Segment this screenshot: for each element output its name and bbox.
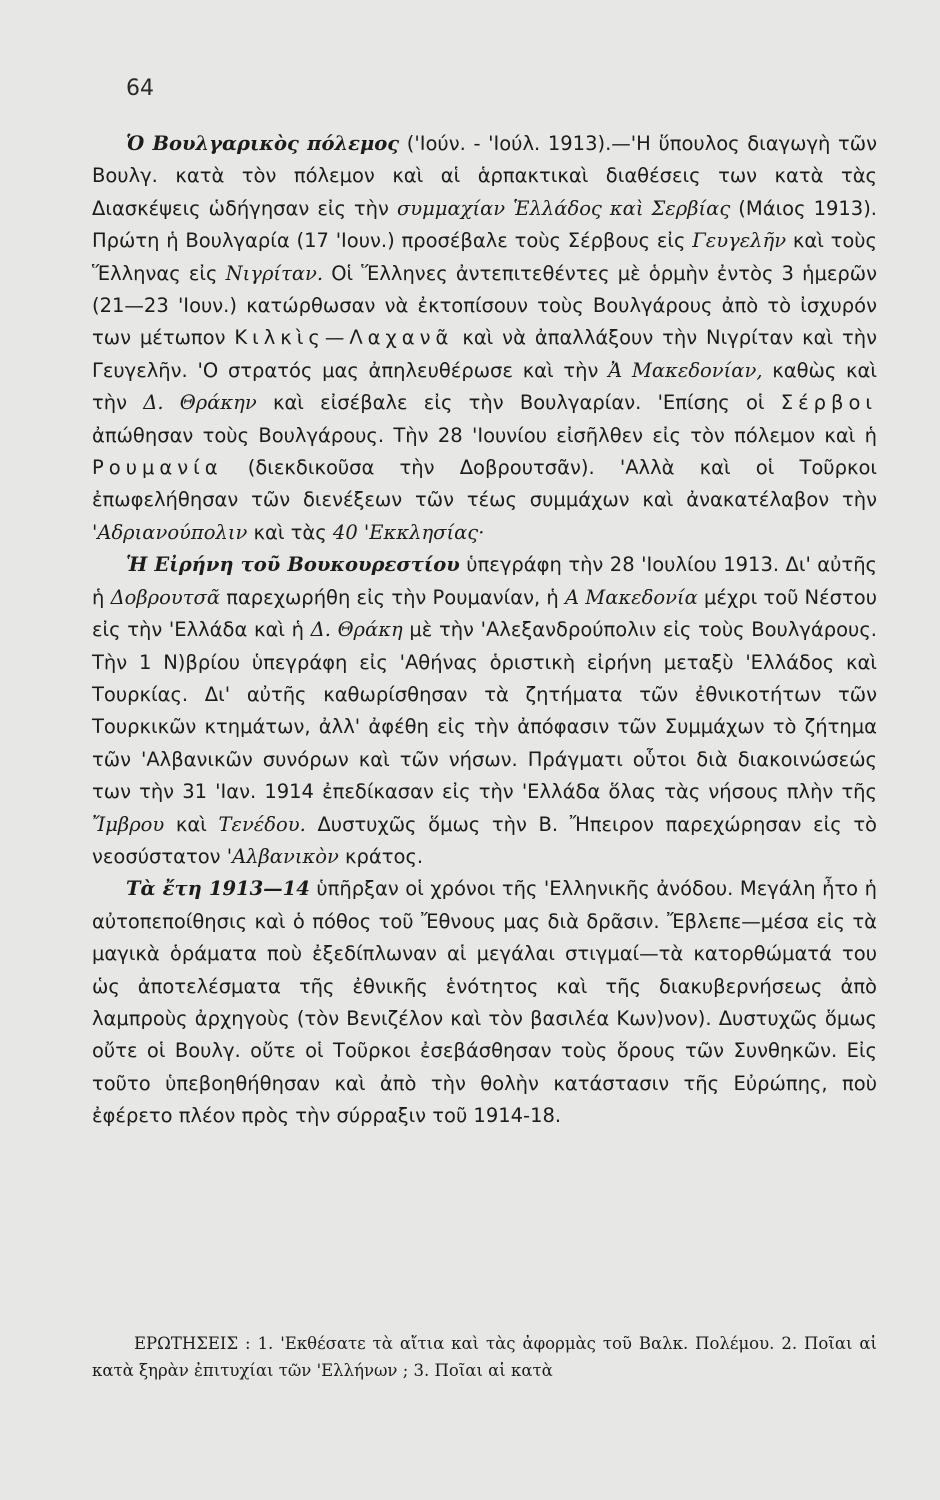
section-heading: Ὁ Βουλγαρικὸς πόλεμος [126,132,400,155]
paragraph-bucharest-peace: Ἡ Εἰρήνη τοῦ Βουκουρεστίου ὑπεγράφη τὴν 28 'Ιουλίου 1913. Δι' αὐτῆς ἡ Δοβρουτσᾶ παρεχωρήθη εἰς τὴν Ρουμανίαν, ἡ Α Μακεδονία μέχρι τοῦ Νέστου εἰς τὴν 'Ελλάδα καὶ ἡ Δ. Θράκη μὲ τὴν 'Αλεξανδρούπολιν εἰς τοὺς Βουλγάρους. Τὴν 1 Ν)βρίου ὑπεγράφη εἰς 'Αθήνας ὁριστικὴ εἰρήνη μεταξὺ 'Ελλάδος καὶ Τουρκίας. Δι' αὐτῆς καθωρίσθησαν τὰ ζητήματα τῶν ἐθνικοτήτων τῶν Τουρκικῶν κτημάτων, ἀλλ' ἀφέθη εἰς τὴν ἀπόφασιν τῶν Συμμάχων τὸ ζήτημα τῶν 'Αλβανικῶν συνόρων καὶ τῶν νήσων. Πράγματι οὗτοι διὰ διακοινώσεώς των τὴν 31 'Ιαν. 1914 ἐπεδίκασαν εἰς τὴν 'Ελλάδα ὅλας τὰς νήσους πλὴν τῆς Ἴμβρου καὶ Τενέδου. Δυστυχῶς ὅμως τὴν Β. Ἤπειρον παρεχώρησαν εἰς τὸ νεοσύστατον 'Αλβανικὸν κράτος. [92,553,877,868]
paragraph-years-1913-14: Τὰ ἔτη 1913—14 ὑπῆρξαν οἱ χρόνοι τῆς 'Ελληνικῆς ἀνόδου. Μεγάλη ἦτο ἡ αὐτοπεποίθησις καὶ ὁ πόθος τοῦ Ἔθνους μας διὰ δρᾶσιν. Ἔβλεπε—μέσα εἰς τὰ μαγικὰ ὁράματα ποὺ ἐξεδίπλωναν αἱ μεγάλαι στιγμαί—τὰ κατορθώματά του ὡς ἀποτελέσματα τῆς ἐθνικῆς ἑνότητος καὶ τῆς διακυβερνήσεως ἀπὸ λαμπροὺς ἀρχηγοὺς (τὸν Βενιζέλον καὶ τὸν βασιλέα Κων)νον). Δυστυχῶς ὅμως οὔτε οἱ Βουλγ. οὔτε οἱ Τοῦρκοι ἐσεβάσθησαν τοὺς ὅρους τῶν Συνθηκῶν. Εἰς τοῦτο ὑπεβοηθήθησαν καὶ ἀπὸ τὴν θολὴν κατάστασιν τῆς Εὐρώπης, ποὺ ἐφέρετο πλέον πρὸς τὴν σύρραξιν τοῦ 1914-18. [92,877,877,1128]
section-heading: Τὰ ἔτη 1913—14 [126,877,310,901]
review-questions: ΕΡΩΤΗΣΕΙΣ : 1. 'Εκθέσατε τὰ αἴτια καὶ τὰς ἀφορμὰς τοῦ Βαλκ. Πολέμου. 2. Ποῖαι αἱ κατὰ ξηρὰν ἐπιτυχίαι τῶν 'Ελλήνων ; 3. Ποῖαι αἱ κατὰ [92,1334,877,1380]
body-text [92,128,877,1133]
page-number: 64 [126,76,154,101]
paragraph-bulgarian-war: Ὁ Βουλγαρικὸς πόλεμος ('Ιούν. - 'Ιούλ. 1913).—'Η ὕπουλος διαγωγὴ τῶν Βουλγ. κατὰ τὸν πόλεμον καὶ αἱ ἁρπακτικαὶ διαθέσεις των κατὰ τὰς Διασκέψεις ὡδήγησαν εἰς τὴν συμμαχίαν Ἑλλάδος καὶ Σερβίας (Μάιος 1913). Πρώτη ἡ Βουλγαρία (17 'Ιουν.) προσέβαλε τοὺς Σέρβους εἰς Γευγελῆν καὶ τοὺς Ἕλληνας εἰς Νιγρίταν. Οἱ Ἕλληνες ἀντεπιτεθέντες μὲ ὁρμὴν ἐντὸς 3 ἡμερῶν (21—23 'Ιουν.) κατώρθωσαν νὰ ἐκτοπίσουν τοὺς Βουλγάρους ἀπὸ τὸ ἰσχυρόν των μέτωπον Κιλκὶς—Λαχανᾶ καὶ νὰ ἀπαλλάξουν τὴν Νιγρίταν καὶ τὴν Γευγελῆν. 'Ο στρατός μας ἀπηλευθέρωσε καὶ τὴν Ἀ Μακεδονίαν, καθὼς καὶ τὴν Δ. Θράκην καὶ εἰσέβαλε εἰς τὴν Βουλγαρίαν. 'Επίσης οἱ Σέρβοι ἀπώθησαν τοὺς Βουλγάρους. Τὴν 28 'Ιουνίου εἰσῆλθεν εἰς τὸν πόλεμον καὶ ἡ Ρουμανία (διεκδικοῦσα τὴν Δοβρουτσᾶν). 'Αλλὰ καὶ οἱ Τοῦρκοι ἐπωφελήθησαν τῶν διενέξεων τῶν τέως συμμάχων καὶ ἀνακατέλαβον τὴν 'Αδριανούπολιν καὶ τὰς 40 'Εκκλησίας· [92,132,878,544]
section-heading: Ἡ Εἰρήνη τοῦ Βουκουρεστίου [126,553,460,577]
